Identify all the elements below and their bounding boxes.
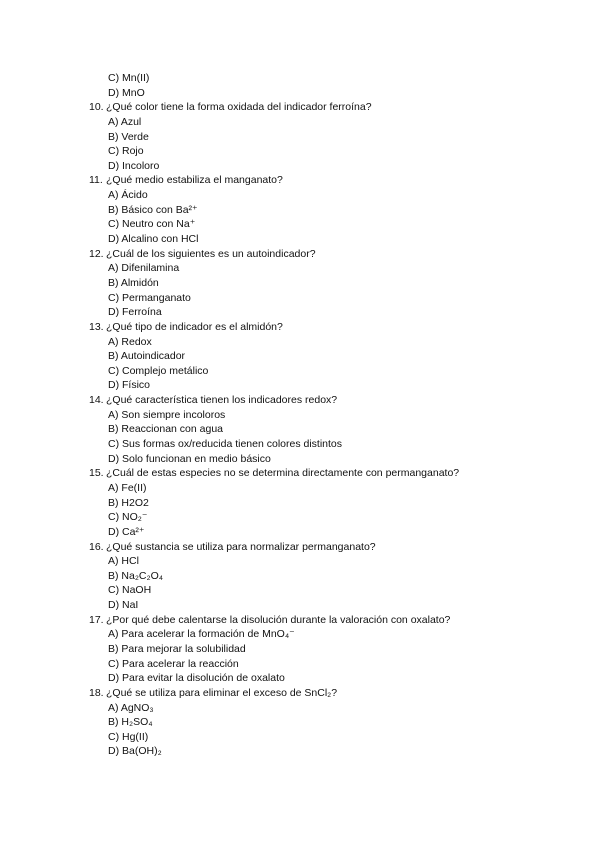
option-a: A) Redox [108,335,152,348]
option-a: A) Azul [108,115,142,128]
option-b: B) Na₂C₂O₄ [108,569,164,582]
question-text: ¿Cuál de los siguientes es un autoindicador? [106,247,316,260]
option-a: A) Para acelerar la formación de MnO₄⁻ [108,628,295,641]
option-c: C) NaOH [108,584,152,597]
question-number: 16. [89,540,104,553]
option-a: A) HCl [108,555,139,568]
question-text: ¿Por qué debe calentarse la disolución durante la valoración con oxalato? [106,613,451,626]
option-a: A) AgNO₃ [108,701,154,714]
question-text: ¿Qué color tiene la forma oxidada del indicador ferroína? [106,101,372,114]
question-number: 13. [89,320,104,333]
question-text: ¿Qué se utiliza para eliminar el exceso de SnCl₂? [106,686,338,699]
option-b: B) H₂SO₄ [108,716,153,729]
option-c: C) NO₂⁻ [108,511,148,524]
option-d: D) Ca²⁺ [108,525,145,538]
option-b: B) Verde [108,130,149,143]
question-10 [89,100,549,115]
question-number: 14. [89,394,104,407]
question-13 [89,320,549,335]
option-c: C) Sus formas ox/reducida tienen colores distintos [108,438,343,451]
option-c: C) Para acelerar la reacción [108,657,239,670]
question-15 [89,466,549,481]
question-number: 18. [89,686,104,699]
option-c: C) Hg(II) [108,730,149,743]
question-number: 17. [89,613,104,626]
option-d: D) Ba(OH)₂ [108,745,162,758]
option-b: B) Básico con Ba²⁺ [108,203,198,216]
option-c: C) Neutro con Na⁺ [108,218,196,231]
option-a: A) Ácido [108,189,148,202]
option-d: D) MnO [108,86,145,99]
question-number: 15. [89,467,104,480]
option-d: D) Físico [108,379,150,392]
question-text: ¿Qué característica tienen los indicadores redox? [106,394,338,407]
question-number: 10. [89,101,104,114]
option-c: C) Mn(II) [108,72,150,84]
question-text: ¿Qué medio estabiliza el manganato? [106,174,283,187]
option-d: D) Alcalino con HCl [108,233,199,246]
question-text: ¿Qué sustancia se utiliza para normalizar permanganato? [106,540,376,553]
option-d: D) NaI [108,599,139,612]
question-16 [89,540,549,555]
question-14 [89,393,549,408]
question-number: 12. [89,247,104,260]
option-b: B) H2O2 [108,496,149,509]
option-d: D) Ferroína [108,306,162,319]
question-11 [89,173,549,188]
question-text: ¿Qué tipo de indicador es el almidón? [106,320,283,333]
option-a: A) Son siempre incoloros [108,408,226,421]
option-b: B) Para mejorar la solubilidad [108,642,246,655]
question-text: ¿Cuál de estas especies no se determina directamente con permanganato? [106,467,460,480]
question-12 [89,247,549,262]
question-list [89,71,549,759]
option-d: D) Para evitar la disolución de oxalato [108,672,285,685]
option-b: B) Almidón [108,276,159,289]
option-c: C) Complejo metálico [108,364,209,377]
option-a: A) Fe(II) [108,481,147,494]
option-a: A) Difenilamina [108,262,180,275]
option-c: C) Rojo [108,145,144,158]
option-b: B) Autoindicador [108,350,186,363]
option-d: D) Incoloro [108,159,160,172]
question-18 [89,686,549,701]
question-17 [89,613,549,628]
option-b: B) Reaccionan con agua [108,423,223,436]
option-c: C) Permanganato [108,291,191,304]
question-number: 11. [89,174,103,187]
option-d: D) Solo funcionan en medio básico [108,452,271,465]
